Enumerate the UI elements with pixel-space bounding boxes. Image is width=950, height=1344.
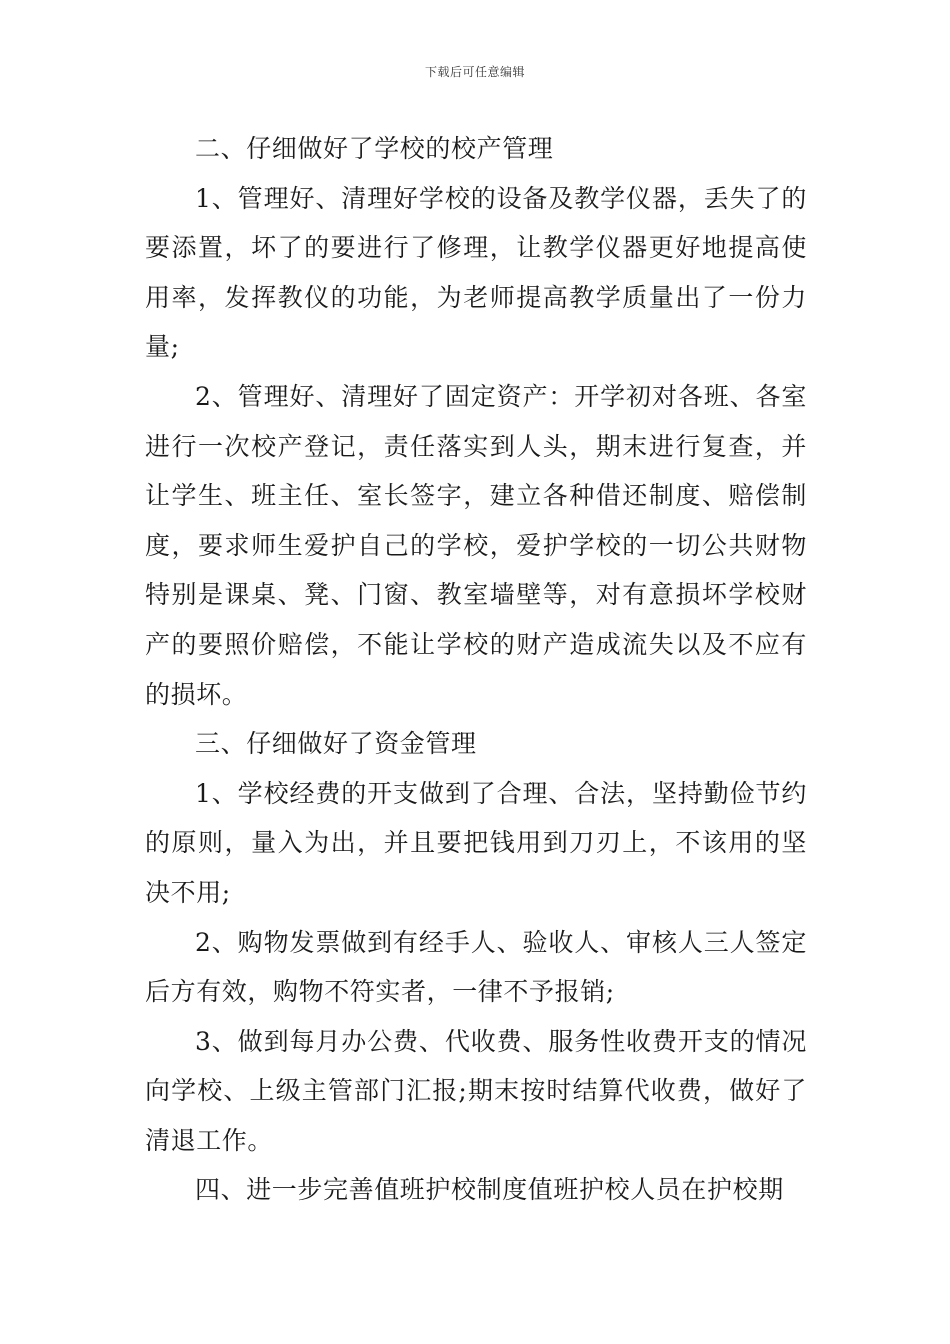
paragraph-invoices: 2、购物发票做到有经手人、验收人、审核人三人签定后方有效，购物不符实者，一律不予报销; [145,927,807,1007]
paragraph-fixed-assets: 2、管理好、清理好了固定资产：开学初对各班、各室进行一次校产登记，责任落实到人头，期末进行复查，并让学生、班主任、室长签字，建立各种借还制度、赔偿制度，要求师生爱护自己的学校，爱护学校的一切公共财物特别是课桌、凳、门窗、教室墙壁等，对有意损坏学校财产的要照价赔偿，不能让学校的财产造成流失以及不应有的损坏。 [145,381,807,709]
document-body [145,124,807,1215]
paragraph-funds-principle: 1、学校经费的开支做到了合理、合法，坚持勤俭节约的原则，量入为出，并且要把钱用到刀刃上，不该用的坚决不用; [145,778,807,907]
section-heading-three: 三、仔细做好了资金管理 [195,729,477,759]
paragraph-equipment-management: 1、管理好、清理好学校的设备及教学仪器，丢失了的要添置，坏了的要进行了修理，让教学仪器更好地提高使用率，发挥教仪的功能，为老师提高教学质量出了一份力量; [145,183,807,362]
page-header: 下载后可任意编辑 [424,65,525,79]
paragraph-fee-reporting: 3、做到每月办公费、代收费、服务性收费开支的情况向学校、上级主管部门汇报;期末按时结算代收费，做好了清退工作。 [145,1026,807,1155]
section-heading-four: 四、进一步完善值班护校制度值班护校人员在护校期 [195,1175,784,1205]
section-heading-two: 二、仔细做好了学校的校产管理 [195,134,554,163]
